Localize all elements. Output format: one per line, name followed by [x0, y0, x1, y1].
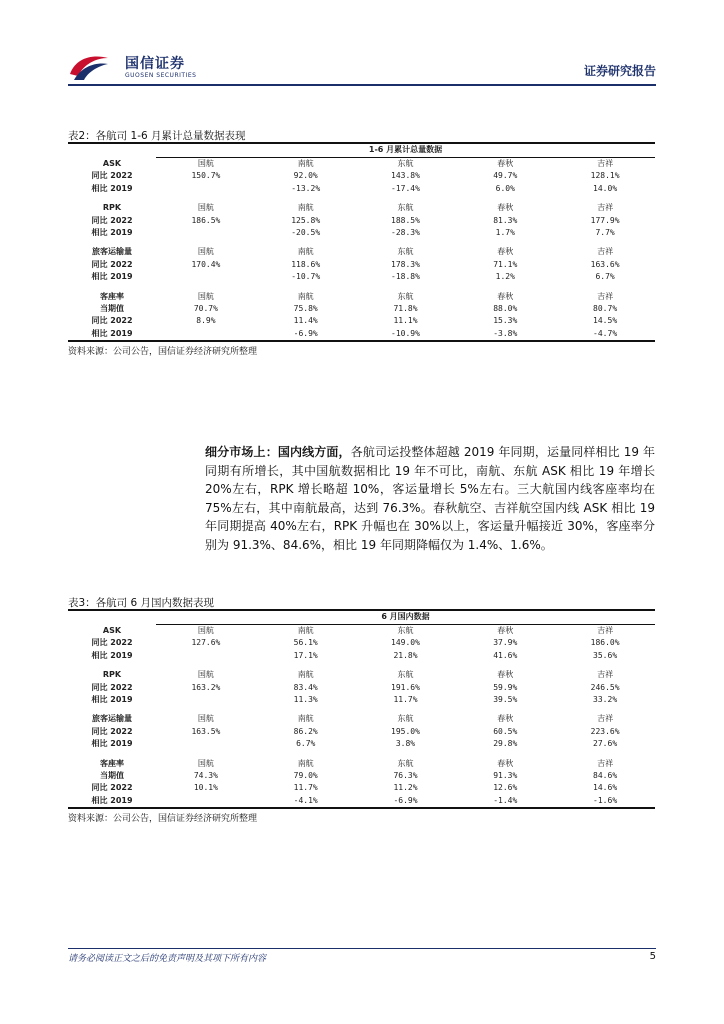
header-divider	[68, 84, 656, 86]
value-cell: 91.3%	[493, 771, 518, 781]
table2-source: 资料来源：公司公告，国信证券经济研究所整理	[68, 347, 258, 357]
value-cell: -1.6%	[593, 795, 618, 805]
group-spacer	[68, 706, 655, 713]
table2-caption: 表2：各航司 1-6 月累计总量数据表现	[68, 130, 246, 142]
table-row	[68, 738, 655, 750]
value-cell: 163.2%	[191, 682, 221, 692]
value-cell: 118.6%	[291, 259, 321, 269]
value-cell: 88.0%	[493, 304, 518, 314]
value-cell: 39.5%	[493, 695, 518, 705]
table-row	[68, 682, 655, 694]
value-cell: 12.6%	[493, 783, 518, 793]
value-cell: -13.2%	[291, 183, 321, 193]
value-cell: -20.5%	[291, 228, 321, 238]
airline-header: 吉祥	[597, 203, 614, 213]
value-cell: 1.2%	[495, 272, 515, 282]
table-row	[68, 770, 655, 782]
table-row	[68, 271, 655, 283]
value-cell: 128.1%	[590, 171, 620, 181]
table-title: 1-6 月累计总量数据	[156, 143, 655, 158]
value-cell: 7.7%	[595, 228, 615, 238]
airline-header: 国航	[197, 159, 214, 168]
footer-disclaimer: 请务必阅读正文之后的免责声明及其项下所有内容	[68, 954, 267, 964]
row-label: 当期值	[100, 771, 124, 781]
value-cell: 81.3%	[493, 215, 518, 225]
group-spacer	[68, 239, 655, 246]
airline-header: 国航	[197, 670, 214, 680]
row-label: 同比 2022	[91, 259, 133, 269]
value-cell: 59.9%	[493, 682, 518, 692]
value-cell: 74.3%	[193, 771, 218, 781]
value-cell: 37.9%	[493, 638, 518, 648]
airline-header: 春秋	[497, 670, 514, 680]
airline-header: 吉祥	[597, 159, 614, 168]
value-cell: 143.8%	[391, 171, 420, 181]
value-cell: 246.5%	[590, 682, 620, 692]
value-cell: 1.7%	[495, 228, 515, 238]
airline-header: 春秋	[497, 247, 514, 257]
value-cell: 163.6%	[590, 259, 620, 269]
airline-header: 春秋	[497, 758, 514, 768]
row-label: 相比 2019	[91, 228, 133, 238]
value-cell	[156, 650, 256, 662]
airline-header: 南航	[297, 714, 314, 724]
value-cell: 186.5%	[191, 215, 221, 225]
brand-name-en: GUOSEN SECURITIES	[125, 72, 197, 79]
value-cell: 177.9%	[590, 215, 620, 225]
airline-header: 国航	[197, 758, 214, 768]
table-row	[68, 694, 655, 706]
metric-label: 客座率	[100, 291, 124, 301]
airline-header: 春秋	[497, 626, 514, 635]
row-label: 相比 2019	[91, 739, 133, 749]
value-cell: 6.0%	[495, 183, 515, 193]
airline-header: 东航	[397, 670, 414, 680]
airline-header: 南航	[297, 626, 314, 635]
value-cell: 49.7%	[493, 171, 518, 181]
paragraph-body: 各航司运投整体超越 2019 年同期，运量同样相比 19 年同期有所增长，其中国航数据相比 19 年不可比，南航、东航 ASK 相比 19 年增长 20%左右，RPK 增长略超 10%，客运量增长 5%左右。三大航国内线客座率均在 75%左右，其中南航最高，达到 76.3%。春秋航空、吉祥航空国内线 ASK 相比 19 年同期提高 40%左右，RPK 升幅也在 30%以上，客运量升幅接近 30%，客座率分别为 91.3%、84.6%，相比 19 年同期降幅仅为 1.4%、1.6%。	[205, 445, 655, 552]
table-title-row	[68, 610, 655, 625]
value-cell	[156, 738, 256, 750]
airline-header: 东航	[397, 247, 414, 257]
metric-label: ASK	[102, 625, 122, 635]
group-spacer	[68, 284, 655, 291]
row-label: 同比 2022	[91, 783, 133, 793]
value-cell: -10.9%	[391, 328, 420, 338]
value-cell: 14.0%	[593, 183, 618, 193]
value-cell: -3.8%	[493, 328, 518, 338]
value-cell: 41.6%	[493, 650, 518, 660]
airline-header: 春秋	[497, 159, 514, 168]
blank-cell	[68, 143, 156, 158]
value-cell: 11.7%	[293, 783, 318, 793]
value-cell: 92.0%	[293, 171, 318, 181]
metric-label: RPK	[102, 203, 122, 213]
value-cell: 170.4%	[191, 259, 221, 269]
guosen-logo-icon	[68, 52, 110, 82]
value-cell: 11.3%	[293, 695, 318, 705]
metric-header-row	[68, 246, 655, 258]
airline-header: 吉祥	[597, 758, 614, 768]
value-cell: 195.0%	[391, 726, 420, 736]
metric-header-row	[68, 291, 655, 303]
value-cell: 14.6%	[593, 783, 618, 793]
airline-header: 南航	[297, 159, 314, 168]
page-number: 5	[649, 951, 656, 962]
row-label: 相比 2019	[91, 695, 133, 705]
value-cell: 6.7%	[595, 272, 615, 282]
value-cell: -17.4%	[391, 183, 420, 193]
table-title-row	[68, 143, 655, 158]
value-cell	[156, 227, 256, 239]
airline-header: 吉祥	[597, 247, 614, 257]
value-cell: 11.1%	[393, 316, 418, 326]
airline-header: 南航	[297, 291, 314, 301]
value-cell: 76.3%	[393, 771, 418, 781]
value-cell: 79.0%	[293, 771, 318, 781]
airline-header: 东航	[397, 291, 414, 301]
airline-header: 南航	[297, 758, 314, 768]
metric-label: 客座率	[100, 758, 124, 768]
airline-header: 吉祥	[597, 670, 614, 680]
airline-header: 东航	[397, 203, 414, 213]
value-cell	[156, 271, 256, 283]
value-cell	[156, 183, 256, 195]
airline-header: 南航	[297, 670, 314, 680]
table3-source: 资料来源：公司公告，国信证券经济研究所整理	[68, 814, 258, 824]
value-cell: 27.6%	[593, 739, 618, 749]
metric-label: 旅客运输量	[92, 247, 132, 257]
airline-header: 南航	[297, 203, 314, 213]
group-spacer	[68, 751, 655, 758]
table-row	[68, 303, 655, 315]
table-row	[68, 215, 655, 227]
airline-header: 南航	[297, 247, 314, 257]
metric-label: RPK	[102, 670, 122, 680]
table-row	[68, 170, 655, 182]
paragraph-lead: 细分市场上：国内线方面，	[205, 445, 351, 459]
airline-header: 东航	[397, 714, 414, 724]
row-label: 相比 2019	[91, 272, 133, 282]
value-cell: 11.4%	[293, 316, 318, 326]
value-cell: 11.7%	[393, 695, 418, 705]
table3	[68, 610, 655, 807]
value-cell	[156, 694, 256, 706]
value-cell: -28.3%	[391, 228, 420, 238]
value-cell: -6.9%	[293, 328, 318, 338]
row-label: 相比 2019	[91, 795, 133, 805]
row-label: 同比 2022	[91, 316, 133, 326]
metric-header-row	[68, 158, 655, 171]
value-cell: 188.5%	[391, 215, 420, 225]
value-cell: 125.8%	[291, 215, 321, 225]
row-label: 同比 2022	[91, 682, 133, 692]
metric-label: 旅客运输量	[92, 714, 132, 724]
value-cell: 71.8%	[393, 304, 418, 314]
page-header	[0, 0, 724, 90]
row-label: 相比 2019	[91, 328, 133, 338]
domestic-market-paragraph	[205, 443, 655, 554]
airline-header: 春秋	[497, 203, 514, 213]
value-cell: 11.2%	[393, 783, 418, 793]
value-cell: 8.9%	[196, 316, 216, 326]
row-label: 相比 2019	[91, 183, 133, 193]
airline-header: 吉祥	[597, 714, 614, 724]
table-row	[68, 726, 655, 738]
table-row	[68, 795, 655, 807]
airline-header: 东航	[397, 159, 414, 168]
value-cell: 127.6%	[191, 638, 221, 648]
group-spacer	[68, 662, 655, 669]
footer-divider	[68, 948, 656, 949]
table3-bottom-rule	[68, 807, 655, 809]
metric-header-row	[68, 202, 655, 214]
airline-header: 国航	[197, 203, 214, 213]
row-label: 同比 2022	[91, 215, 133, 225]
value-cell: 60.5%	[493, 726, 518, 736]
blank-cell	[68, 610, 156, 625]
airline-header: 东航	[397, 758, 414, 768]
value-cell	[156, 328, 256, 340]
table-row	[68, 259, 655, 271]
value-cell: 178.3%	[391, 259, 420, 269]
table2-bottom-rule	[68, 340, 655, 342]
report-type: 证券研究报告	[583, 64, 656, 78]
value-cell: 163.5%	[191, 726, 221, 736]
value-cell: 191.6%	[391, 682, 420, 692]
table-row	[68, 315, 655, 327]
airline-header: 国航	[197, 714, 214, 724]
value-cell: 21.8%	[393, 650, 418, 660]
metric-header-row	[68, 625, 655, 638]
metric-header-row	[68, 758, 655, 770]
value-cell: -6.9%	[393, 795, 418, 805]
metric-label: ASK	[102, 158, 122, 168]
airline-header: 东航	[397, 626, 414, 635]
value-cell: -4.1%	[293, 795, 318, 805]
brand-name-cn: 国信证券	[125, 56, 185, 72]
metric-header-row	[68, 713, 655, 725]
value-cell: 10.1%	[193, 783, 218, 793]
table-row	[68, 650, 655, 662]
airline-header: 春秋	[497, 291, 514, 301]
value-cell: 56.1%	[293, 638, 318, 648]
airline-header: 吉祥	[597, 291, 614, 301]
value-cell: 86.2%	[293, 726, 318, 736]
value-cell: 14.5%	[593, 316, 618, 326]
table-row	[68, 227, 655, 239]
airline-header: 国航	[197, 247, 214, 257]
value-cell: -10.7%	[291, 272, 321, 282]
value-cell: 83.4%	[293, 682, 318, 692]
airline-header: 国航	[197, 291, 214, 301]
airline-header: 吉祥	[597, 626, 614, 635]
row-label: 同比 2022	[91, 638, 133, 648]
table2	[68, 143, 655, 340]
value-cell: 17.1%	[293, 650, 318, 660]
value-cell: 6.7%	[296, 739, 316, 749]
value-cell: 71.1%	[493, 259, 518, 269]
value-cell: 84.6%	[593, 771, 618, 781]
table-row	[68, 183, 655, 195]
value-cell: 186.0%	[590, 638, 620, 648]
row-label: 同比 2022	[91, 171, 133, 181]
value-cell	[156, 795, 256, 807]
value-cell: 223.6%	[590, 726, 620, 736]
table-row	[68, 328, 655, 340]
metric-header-row	[68, 669, 655, 681]
row-label: 当期值	[100, 304, 124, 314]
value-cell: 80.7%	[593, 304, 618, 314]
value-cell: 33.2%	[593, 695, 618, 705]
table3-caption: 表3：各航司 6 月国内数据表现	[68, 597, 215, 609]
row-label: 相比 2019	[91, 650, 133, 660]
value-cell: 150.7%	[191, 171, 221, 181]
airline-header: 国航	[197, 626, 214, 635]
table-row	[68, 637, 655, 649]
row-label: 同比 2022	[91, 726, 133, 736]
value-cell: -4.7%	[593, 328, 618, 338]
value-cell: 29.8%	[493, 739, 518, 749]
group-spacer	[68, 195, 655, 202]
value-cell: 149.0%	[391, 638, 420, 648]
value-cell: 35.6%	[593, 650, 618, 660]
table-row	[68, 782, 655, 794]
table-title: 6 月国内数据	[156, 610, 655, 625]
value-cell: 70.7%	[193, 304, 218, 314]
value-cell: -1.4%	[493, 795, 518, 805]
value-cell: -18.8%	[391, 272, 420, 282]
value-cell: 75.8%	[293, 304, 318, 314]
airline-header: 春秋	[497, 714, 514, 724]
value-cell: 3.8%	[395, 739, 416, 749]
value-cell: 15.3%	[493, 316, 518, 326]
